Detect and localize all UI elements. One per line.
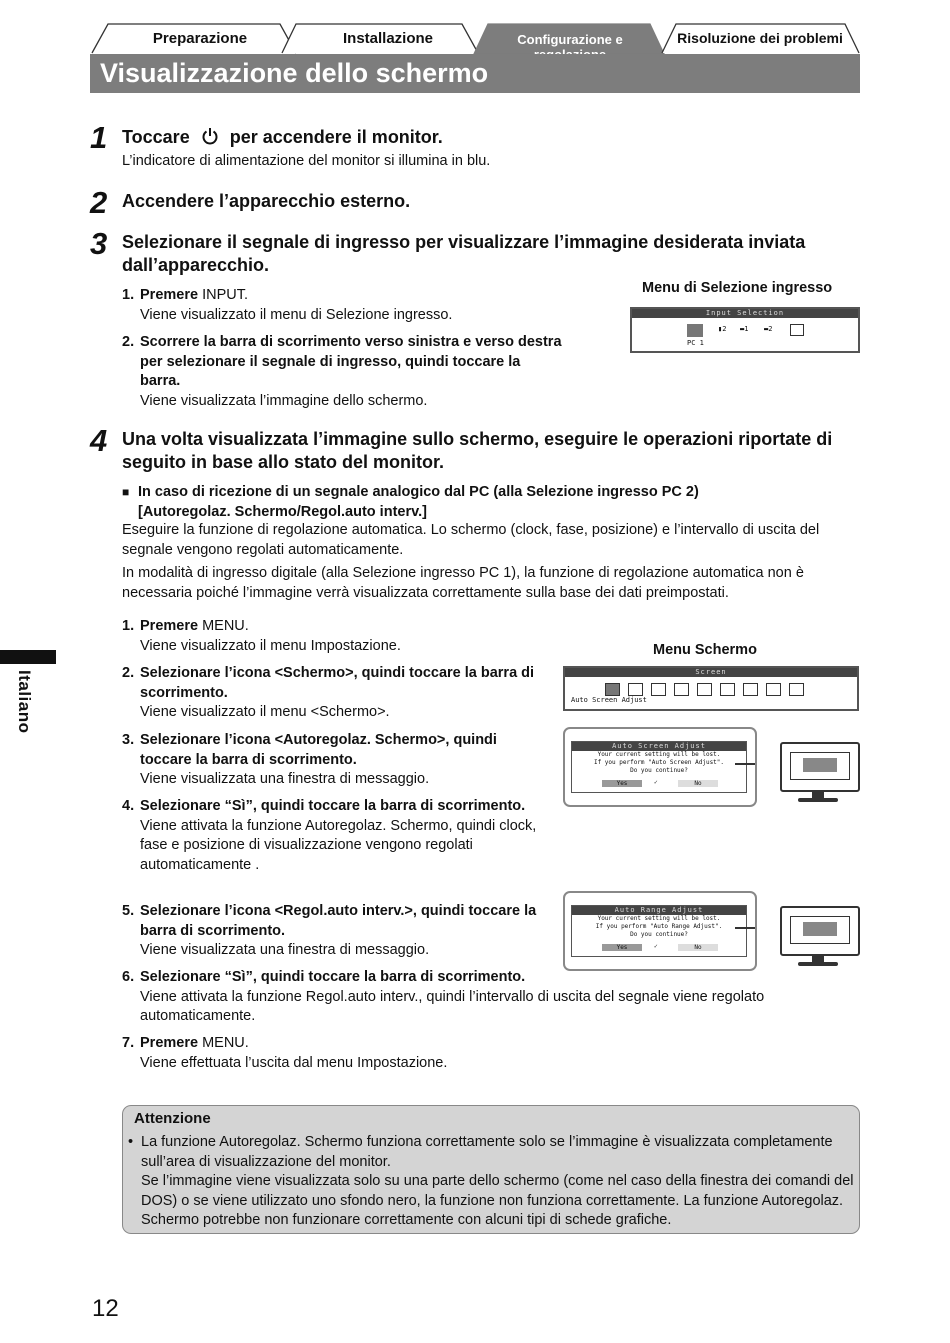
monitor-illustration	[780, 906, 860, 956]
monitor-base	[798, 962, 838, 966]
clock-icon	[651, 683, 666, 696]
connector-line	[735, 927, 755, 929]
monitor-screen-frame	[790, 752, 850, 780]
power-icon	[201, 127, 219, 145]
step-heading-post: per accendere il monitor.	[229, 127, 443, 147]
item-instruction: Premere	[140, 618, 199, 634]
signal-filter-icon	[766, 683, 781, 696]
item-number: 2.	[122, 665, 135, 681]
osd-title: Screen	[565, 668, 857, 677]
figure-caption: Menu Schermo	[653, 642, 757, 658]
list-item	[122, 333, 562, 411]
screen-image	[803, 758, 837, 772]
input-digital-icon: ▮2	[718, 325, 727, 333]
connector-line	[735, 763, 755, 765]
item-instruction: Scorrere la barra di scorrimento verso sinistra e verso destra per selezionare il segnale di ingresso, quindi toccare la barra.	[140, 334, 562, 389]
step-number: 3	[90, 226, 108, 261]
section-tabs	[90, 22, 860, 54]
yes-button[interactable]: Yes	[602, 944, 642, 951]
item-result: Viene attivata la funzione Regol.auto interv., quindi l’intervallo di uscita del segnale viene regolato automaticamente.	[140, 988, 765, 1024]
step-number: 4	[90, 423, 108, 458]
return-icon	[789, 683, 804, 696]
resolution-icon	[720, 683, 735, 696]
input-auto-icon	[790, 324, 804, 336]
check-icon: ✓	[654, 779, 658, 786]
osd-icon-row	[565, 677, 857, 696]
auto-screen-icon	[605, 683, 620, 696]
figure-caption: Menu di Selezione ingresso	[642, 280, 833, 296]
step-heading: Accendere l’apparecchio esterno.	[122, 191, 411, 211]
monitor-illustration	[780, 742, 860, 792]
item-number: 1.	[122, 618, 135, 634]
key-name: MENU.	[202, 618, 249, 634]
note-line: Se l’immagine viene visualizzata solo su una parte dello schermo (come nel caso della finestra dei comandi del DOS) o se viene utilizzato uno sfondo nero, la funzione non funziona correttamente. La funzione Autoregolaz. Schermo potrebbe non funzionare correttamente con alcuni tipi di schede grafiche.	[141, 1173, 854, 1228]
message-title: Auto Range Adjust	[572, 906, 746, 915]
item-number: 3.	[122, 732, 135, 748]
item-number: 4.	[122, 798, 135, 814]
paragraph: Eseguire la funzione di regolazione automatica. Lo schermo (clock, fase, posizione) e l’intervallo di uscita del segnale vengono regolati automaticamente.	[122, 522, 820, 558]
item-instruction: Selezionare l’icona <Regol.auto interv.>, quindi toccare la barra di scorrimento.	[140, 903, 537, 939]
step-heading-pre: Toccare	[122, 127, 190, 147]
message-panel-auto-screen	[563, 727, 757, 807]
step-heading	[122, 126, 443, 149]
key-name: INPUT.	[202, 287, 248, 303]
key-name: MENU.	[202, 1035, 249, 1051]
list-item	[122, 664, 542, 723]
smoothing-icon	[743, 683, 758, 696]
message-body: Your current setting will be lost. If you perform "Auto Screen Adjust". Do you continue?	[593, 751, 725, 774]
step-heading: Selezionare il segnale di ingresso per visualizzare l’immagine desiderata inviata dall’apparecchio.	[122, 232, 806, 275]
yes-button[interactable]: Yes	[602, 780, 642, 787]
item-result: Viene visualizzato il menu <Schermo>.	[140, 704, 390, 720]
item-instruction: Selezionare l’icona <Schermo>, quindi toccare la barra di scorrimento.	[140, 665, 535, 701]
item-result: Viene visualizzato il menu Impostazione.	[140, 637, 401, 654]
page-title: Visualizzazione dello schermo	[100, 58, 489, 88]
item-instruction: Selezionare l’icona <Autoregolaz. Schermo>, quindi toccare la barra di scorrimento.	[140, 732, 497, 768]
item-instruction: Premere	[140, 287, 199, 303]
item-number: 1.	[122, 287, 135, 303]
message-body: Your current setting will be lost. If you perform "Auto Range Adjust". Do you continue?	[595, 915, 723, 938]
list-item	[122, 968, 842, 1027]
item-instruction: Selezionare “Sì”, quindi toccare la barra di scorrimento.	[140, 798, 526, 814]
item-result: Viene visualizzata l’immagine dello schermo.	[140, 392, 428, 409]
phase-icon	[674, 683, 689, 696]
item-number: 7.	[122, 1035, 135, 1051]
list-item	[122, 617, 552, 656]
input-analog-icon: ▬2	[764, 325, 773, 333]
input-selection-osd	[630, 307, 860, 353]
step-text: L’indicatore di alimentazione del monitor si illumina in blu.	[122, 153, 491, 169]
list-item	[122, 1034, 842, 1073]
list-item	[122, 731, 552, 790]
item-number: 6.	[122, 969, 135, 985]
no-button[interactable]: No	[678, 780, 718, 787]
list-item	[122, 797, 542, 875]
list-item	[122, 286, 542, 325]
item-number: 5.	[122, 903, 135, 919]
item-result: Viene attivata la funzione Autoregolaz. Schermo, quindi clock, fase e posizione di visualizzazione vengono regolati automaticamente .	[140, 817, 537, 873]
page-number: 12	[92, 1295, 119, 1322]
step-number: 2	[90, 185, 108, 220]
screen-image	[803, 922, 837, 936]
note-line: La funzione Autoregolaz. Schermo funziona correttamente solo se l’immagine è visualizzata completamente sull’area di visualizzazione del monitor.	[141, 1134, 833, 1170]
auto-range-icon	[628, 683, 643, 696]
case-heading	[122, 483, 772, 522]
tab-preparazione[interactable]: Preparazione	[152, 30, 248, 47]
tab-risoluzione[interactable]: Risoluzione dei problemi	[677, 30, 843, 46]
screen-menu-osd	[563, 666, 859, 711]
item-result: Viene visualizzata una finestra di messaggio.	[140, 942, 430, 958]
message-window	[571, 741, 747, 793]
item-result: Viene effettuata l’uscita dal menu Impostazione.	[140, 1054, 448, 1071]
tab-configurazione[interactable]: Configurazione e	[517, 32, 623, 47]
monitor-stand	[812, 790, 824, 798]
message-panel-auto-range	[563, 891, 757, 971]
language-tab-label: Italiano	[15, 670, 34, 734]
note-title: Attenzione	[134, 1110, 211, 1127]
message-title: Auto Screen Adjust	[572, 742, 746, 751]
case-heading-text: In caso di ricezione di un segnale analogico dal PC (alla Selezione ingresso PC 2) [Autoregolaz. Schermo/Regol.auto interv.]	[138, 484, 699, 520]
square-bullet-icon: ■	[122, 485, 130, 499]
message-window	[571, 905, 747, 957]
item-number: 2.	[122, 334, 135, 350]
list-item	[122, 902, 542, 961]
osd-title: Input Selection	[632, 309, 858, 318]
position-icon	[697, 683, 712, 696]
note-text	[141, 1133, 855, 1231]
osd-item-label: Auto Screen Adjust	[571, 696, 647, 704]
paragraph: In modalità di ingresso digitale (alla Selezione ingresso PC 1), la funzione di regolazione automatica non è necessaria poiché l’immagine verrà visualizzata correttamente sulla base dei dati preimpostati.	[122, 565, 804, 601]
tab-installazione[interactable]: Installazione	[342, 30, 434, 47]
step-heading: Una volta visualizzata l’immagine sullo schermo, eseguire le operazioni riportate di seguito in base allo stato del monitor.	[122, 429, 833, 472]
item-instruction: Premere	[140, 1035, 199, 1051]
input-dsub-icon: ▬1	[740, 325, 749, 333]
check-icon: ✓	[654, 943, 658, 950]
step-number: 1	[90, 120, 108, 155]
no-button[interactable]: No	[678, 944, 718, 951]
monitor-screen-frame	[790, 916, 850, 944]
dvi-icon-selected	[687, 324, 703, 337]
item-instruction: Selezionare “Sì”, quindi toccare la barra di scorrimento.	[140, 969, 526, 985]
monitor-stand	[812, 954, 824, 962]
osd-current-input: PC 1	[687, 339, 704, 347]
attention-note	[122, 1105, 860, 1234]
item-result: Viene visualizzato il menu di Selezione ingresso.	[140, 306, 453, 323]
bullet-icon: •	[128, 1134, 134, 1150]
item-result: Viene visualizzata una finestra di messaggio.	[140, 771, 430, 787]
monitor-base	[798, 798, 838, 802]
page-title-bar	[90, 54, 860, 93]
language-tab-marker	[0, 650, 56, 664]
